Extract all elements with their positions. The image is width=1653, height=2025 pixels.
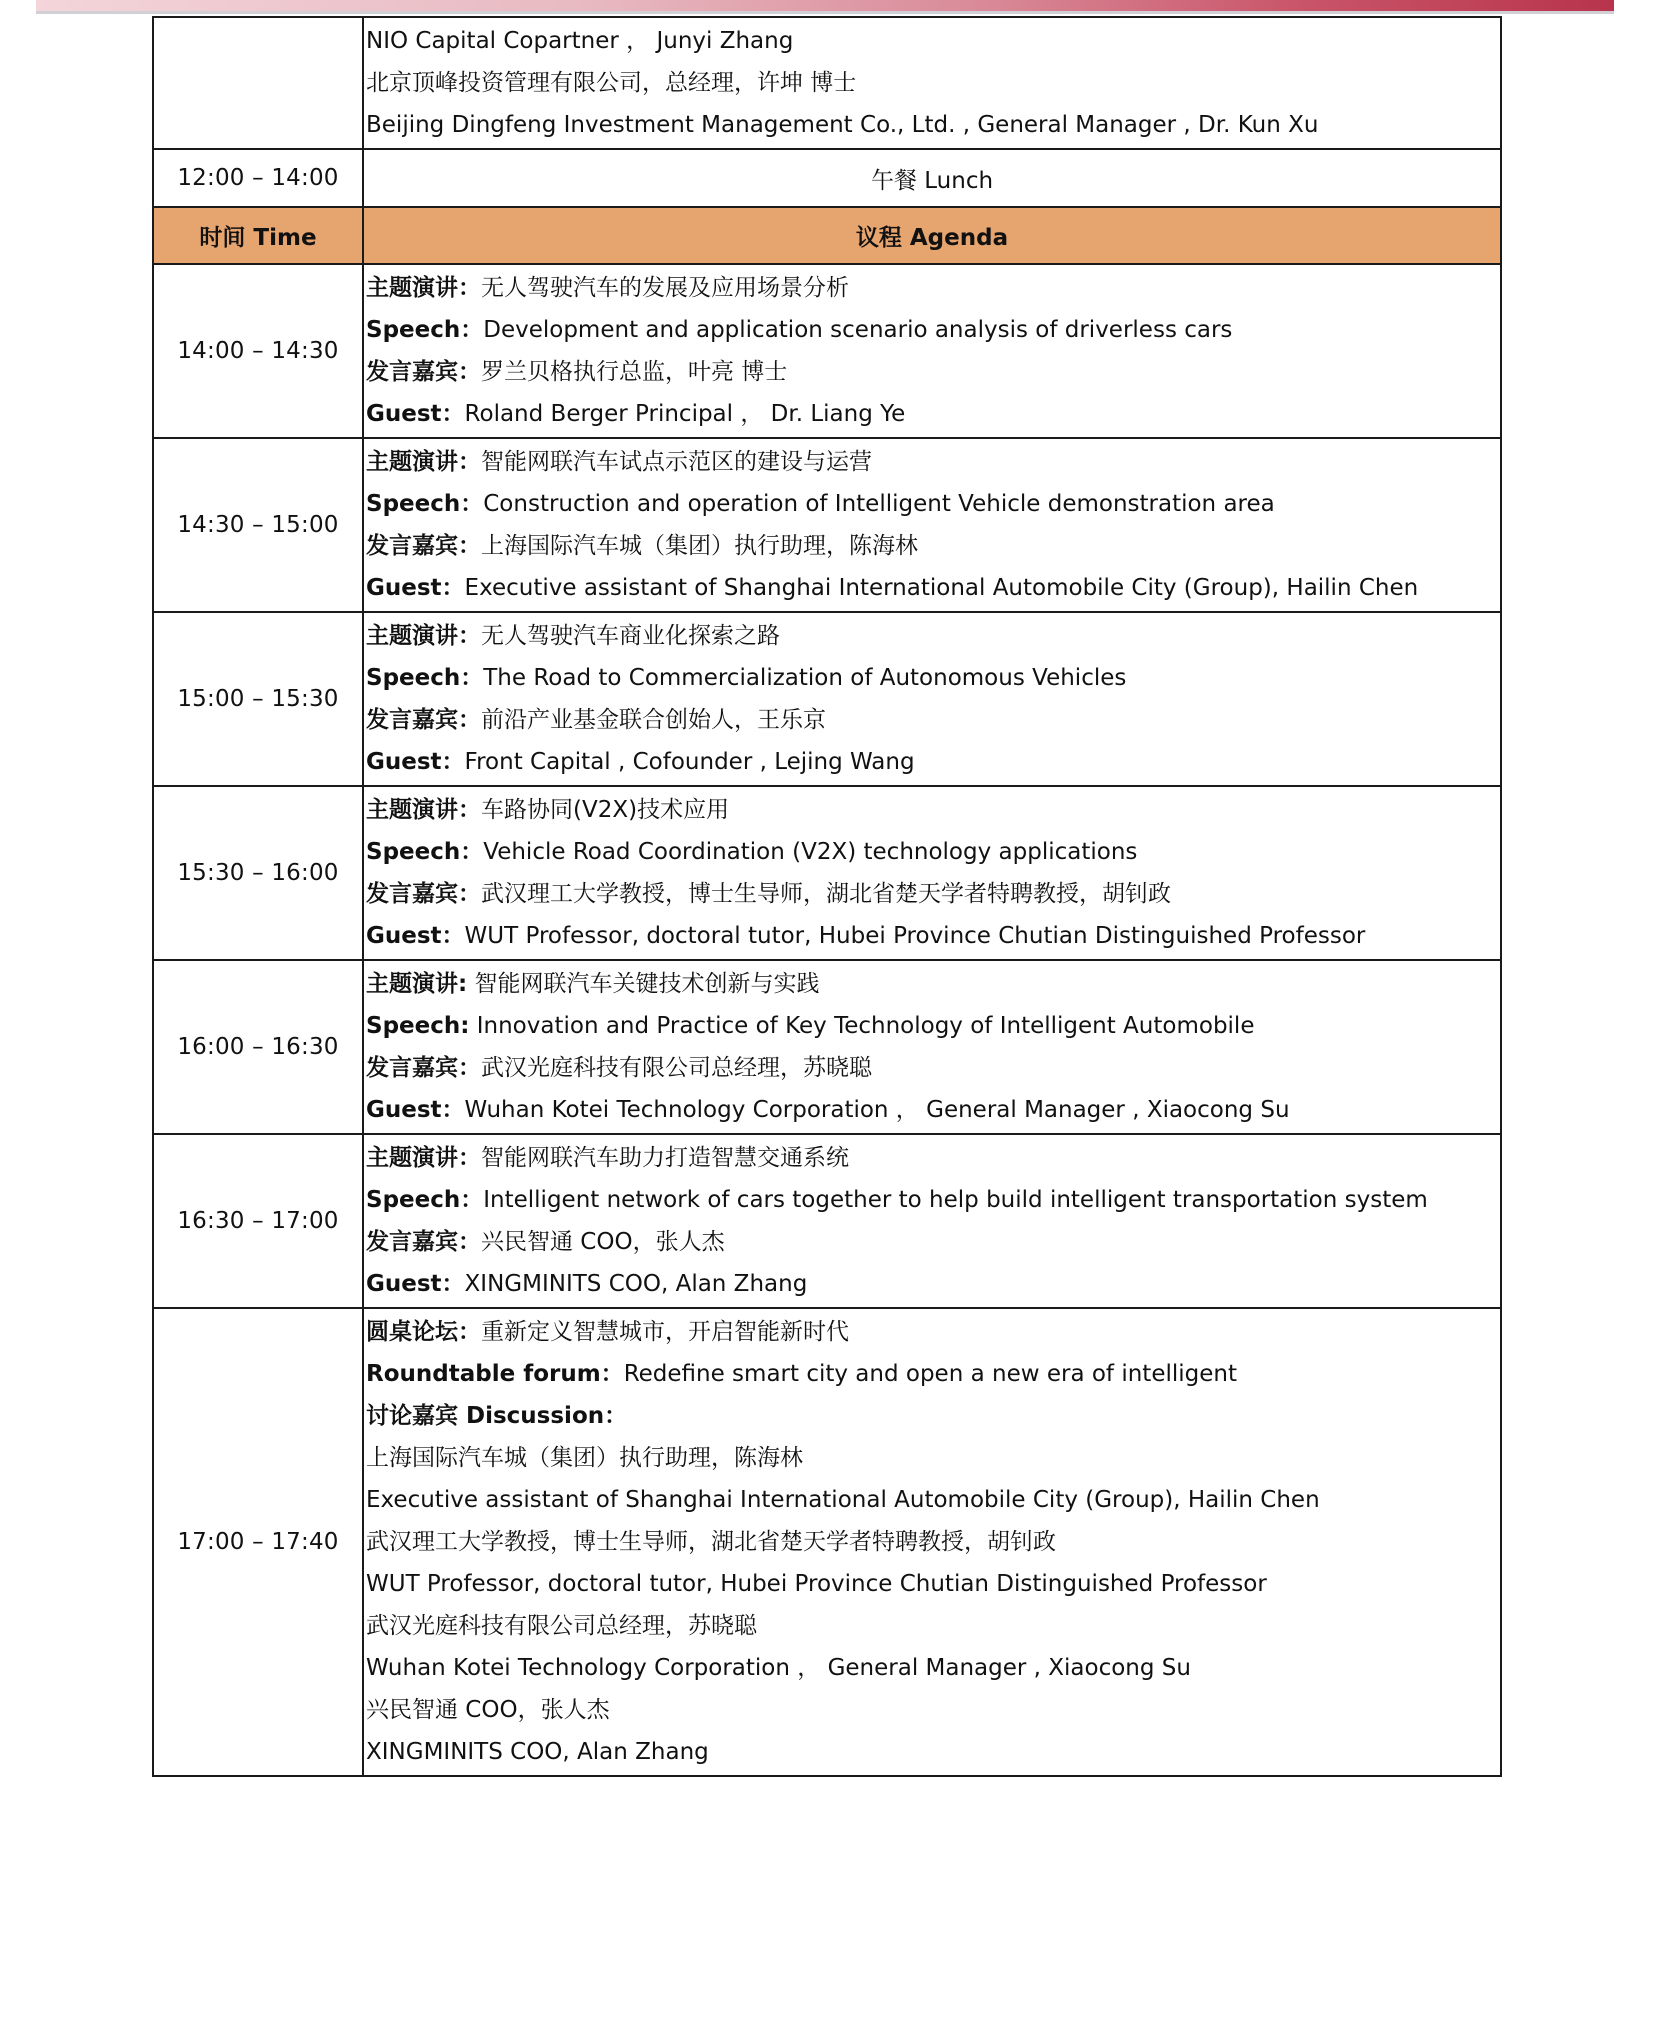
- topic-line: [366, 267, 1500, 309]
- speech-line: [366, 831, 1500, 873]
- topic-label: 主题演讲：: [366, 449, 481, 475]
- time-cell: 15:00 – 15:30: [153, 612, 363, 786]
- topic-label: 主题演讲：: [366, 797, 481, 823]
- speaker-label: 发言嘉宾：: [366, 707, 481, 733]
- topic-line: [366, 441, 1500, 483]
- content-cell: [363, 1308, 1501, 1776]
- panelist-line: 武汉光庭科技有限公司总经理，苏晓聪: [366, 1613, 757, 1639]
- topic-text: 无人驾驶汽车商业化探索之路: [481, 623, 780, 649]
- time-cell: 15:30 – 16:00: [153, 786, 363, 960]
- guest-line: [366, 393, 1500, 435]
- guest-line: [366, 741, 1500, 783]
- content-cell: [363, 438, 1501, 612]
- top-decorative-band: [36, 0, 1614, 14]
- forum-label: 圆桌论坛：: [366, 1319, 481, 1345]
- lunch-label: 午餐 Lunch: [363, 149, 1501, 207]
- speech-label: Speech：: [366, 317, 484, 343]
- topic-label: 主题演讲：: [366, 623, 481, 649]
- time-cell: 12:00 – 14:00: [153, 149, 363, 207]
- forum-topic: 重新定义智慧城市，开启智能新时代: [481, 1319, 849, 1345]
- session-row: [153, 1134, 1501, 1308]
- lunch-row: [153, 149, 1501, 207]
- content-cell: [363, 612, 1501, 786]
- topic-label: 主题演讲：: [366, 275, 481, 301]
- speaker-text: 前沿产业基金联合创始人，王乐京: [481, 707, 826, 733]
- topic-line: [366, 1137, 1500, 1179]
- content-cell: [363, 960, 1501, 1134]
- speech-text: The Road to Commercialization of Autonomous Vehicles: [483, 665, 1127, 691]
- time-cell: 14:30 – 15:00: [153, 438, 363, 612]
- session-row: [153, 264, 1501, 438]
- guest-line: [366, 1089, 1500, 1131]
- session-row: [153, 612, 1501, 786]
- guest-text: Wuhan Kotei Technology Corporation ， General Manager , Xiaocong Su: [464, 1097, 1290, 1123]
- time-cell-empty: [153, 17, 363, 149]
- panelist-line: XINGMINITS COO, Alan Zhang: [366, 1739, 709, 1765]
- speaker-line: [366, 351, 1500, 393]
- content-cell: [363, 264, 1501, 438]
- topic-line: [366, 789, 1500, 831]
- speech-line: [366, 483, 1500, 525]
- session-row: [153, 786, 1501, 960]
- speaker-line: [366, 1221, 1500, 1263]
- guest-line: [366, 567, 1500, 609]
- speaker-label: 发言嘉宾：: [366, 359, 481, 385]
- topic-line: [366, 615, 1500, 657]
- guest-line: [366, 1263, 1500, 1305]
- header-agenda: 议程 Agenda: [363, 207, 1501, 264]
- topic-label: 主题演讲:: [366, 971, 468, 997]
- speech-line: [366, 657, 1500, 699]
- speaker-text: 武汉理工大学教授，博士生导师，湖北省楚天学者特聘教授，胡钊政: [481, 881, 1171, 907]
- guest-text: Roland Berger Principal ， Dr. Liang Ye: [464, 401, 906, 427]
- header-time: 时间 Time: [153, 207, 363, 264]
- session-row: [153, 960, 1501, 1134]
- guest-line: [366, 915, 1500, 957]
- guest-label: Guest：: [366, 1271, 465, 1297]
- panelist-line: 武汉理工大学教授，博士生导师，湖北省楚天学者特聘教授，胡钊政: [366, 1529, 1056, 1555]
- topic-label: 主题演讲：: [366, 1145, 481, 1171]
- speaker-text: 上海国际汽车城（集团）执行助理，陈海林: [481, 533, 918, 559]
- panelist-line: 上海国际汽车城（集团）执行助理，陈海林: [366, 1445, 803, 1471]
- speaker-line: [366, 525, 1500, 567]
- panelist-line: 兴民智通 COO，张人杰: [366, 1697, 610, 1723]
- agenda-table: [152, 16, 1502, 1777]
- guest-label: Guest：: [366, 1097, 465, 1123]
- guest-label: Guest：: [366, 401, 465, 427]
- guest-label: Guest：: [366, 575, 465, 601]
- guest-text: XINGMINITS COO, Alan Zhang: [464, 1271, 808, 1297]
- topic-text: 智能网联汽车关键技术创新与实践: [467, 971, 820, 997]
- speaker-label: 发言嘉宾：: [366, 1055, 481, 1081]
- speaker-line: Beijing Dingfeng Investment Management Co., Ltd. , General Manager , Dr. Kun Xu: [366, 112, 1319, 138]
- speech-label: Speech：: [366, 839, 484, 865]
- forum-en-line: [366, 1353, 1500, 1395]
- speaker-line: [366, 699, 1500, 741]
- panelist-line: Wuhan Kotei Technology Corporation ， General Manager , Xiaocong Su: [366, 1655, 1191, 1681]
- speaker-line: [366, 1047, 1500, 1089]
- speech-label: Speech：: [366, 1187, 484, 1213]
- discussion-label: 讨论嘉宾 Discussion：: [366, 1403, 628, 1429]
- time-cell: 16:30 – 17:00: [153, 1134, 363, 1308]
- topic-text: 无人驾驶汽车的发展及应用场景分析: [481, 275, 849, 301]
- speech-line: [366, 1005, 1500, 1047]
- guest-text: Front Capital , Cofounder , Lejing Wang: [464, 749, 915, 775]
- speech-text: Construction and operation of Intelligent Vehicle demonstration area: [483, 491, 1275, 517]
- speech-text: Intelligent network of cars together to help build intelligent transportation system: [483, 1187, 1428, 1213]
- content-cell: [363, 1134, 1501, 1308]
- speech-text: Innovation and Practice of Key Technology of Intelligent Automobile: [469, 1013, 1255, 1039]
- panelist-line: WUT Professor, doctoral tutor, Hubei Province Chutian Distinguished Professor: [366, 1571, 1267, 1597]
- speaker-text: 罗兰贝格执行总监，叶亮 博士: [481, 359, 788, 385]
- speaker-line: NIO Capital Copartner ， Junyi Zhang: [366, 28, 794, 54]
- guest-text: WUT Professor, doctoral tutor, Hubei Province Chutian Distinguished Professor: [464, 923, 1366, 949]
- content-cell: [363, 786, 1501, 960]
- speaker-line: 北京顶峰投资管理有限公司，总经理，许坤 博士: [366, 70, 857, 96]
- roundtable-row: [153, 1308, 1501, 1776]
- guest-label: Guest：: [366, 923, 465, 949]
- speaker-text: 兴民智通 COO，张人杰: [481, 1229, 725, 1255]
- session-row: [153, 438, 1501, 612]
- time-cell: 16:00 – 16:30: [153, 960, 363, 1134]
- speaker-text: 武汉光庭科技有限公司总经理，苏晓聪: [481, 1055, 872, 1081]
- forum-line: [366, 1311, 1500, 1353]
- guest-label: Guest：: [366, 749, 465, 775]
- forum-en-topic: Redefine smart city and open a new era of intelligent: [623, 1361, 1237, 1387]
- speaker-label: 发言嘉宾：: [366, 881, 481, 907]
- speech-text: Development and application scenario analysis of driverless cars: [483, 317, 1233, 343]
- panelist-line: Executive assistant of Shanghai International Automobile City (Group), Hailin Chen: [366, 1487, 1320, 1513]
- time-cell: 14:00 – 14:30: [153, 264, 363, 438]
- speaker-label: 发言嘉宾：: [366, 533, 481, 559]
- table-header-row: [153, 207, 1501, 264]
- speech-text: Vehicle Road Coordination (V2X) technology applications: [483, 839, 1138, 865]
- speech-line: [366, 1179, 1500, 1221]
- topic-text: 智能网联汽车试点示范区的建设与运营: [481, 449, 872, 475]
- speech-label: Speech：: [366, 491, 484, 517]
- content-cell: [363, 17, 1501, 149]
- speaker-label: 发言嘉宾：: [366, 1229, 481, 1255]
- topic-text: 车路协同(V2X)技术应用: [481, 797, 730, 823]
- guest-text: Executive assistant of Shanghai International Automobile City (Group), Hailin Chen: [464, 575, 1419, 601]
- speaker-line: [366, 873, 1500, 915]
- speech-label: Speech：: [366, 665, 484, 691]
- speech-line: [366, 309, 1500, 351]
- topic-line: [366, 963, 1500, 1005]
- time-cell: 17:00 – 17:40: [153, 1308, 363, 1776]
- forum-en-label: Roundtable forum：: [366, 1361, 624, 1387]
- speech-label: Speech:: [366, 1013, 470, 1039]
- agenda-row-continued: [153, 17, 1501, 149]
- topic-text: 智能网联汽车助力打造智慧交通系统: [481, 1145, 849, 1171]
